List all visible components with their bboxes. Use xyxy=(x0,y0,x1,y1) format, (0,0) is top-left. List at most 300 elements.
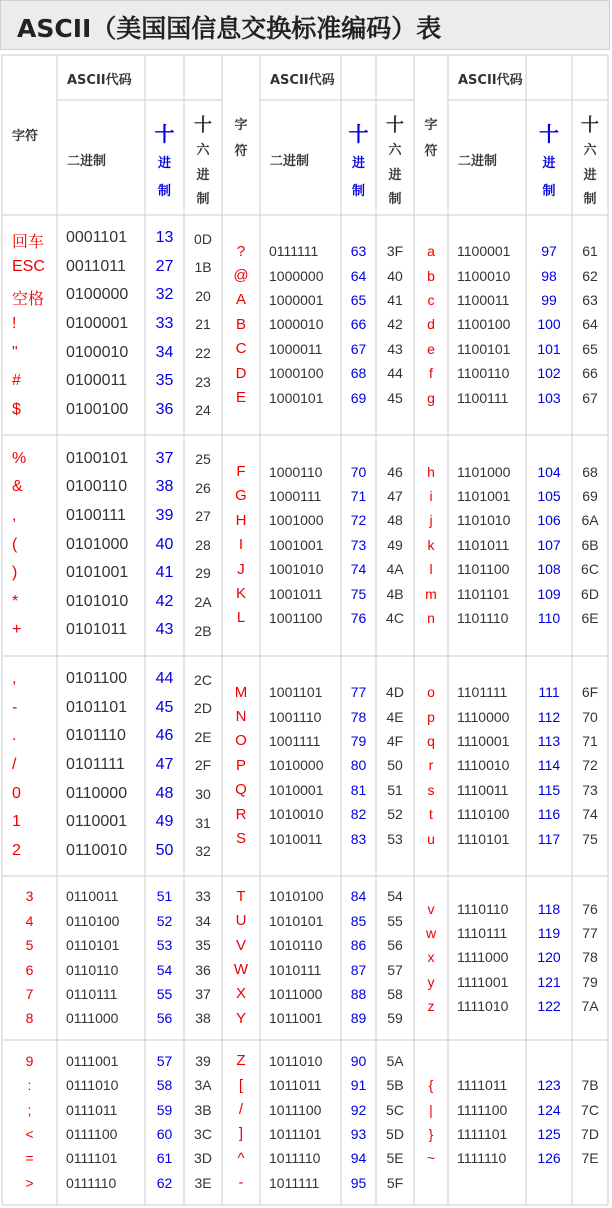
hex-cell: 47 xyxy=(387,488,403,505)
decimal-cell: 46 xyxy=(155,727,174,745)
hex-cell: 27 xyxy=(195,508,211,525)
hex-cell: 20 xyxy=(195,287,211,304)
decimal-cell: 114 xyxy=(537,757,561,774)
decimal-cell: 64 xyxy=(350,267,367,284)
char-cell: t xyxy=(429,806,433,823)
binary-cell: 0101100 xyxy=(66,670,128,688)
hex-cell: 6A xyxy=(581,512,599,529)
decimal-cell: 105 xyxy=(537,488,561,505)
char-cell: V xyxy=(235,936,246,954)
binary-cell: 0100000 xyxy=(66,286,129,304)
hex-cell: 3A xyxy=(194,1077,212,1094)
decimal-cell: 41 xyxy=(155,564,174,582)
binary-cell: 1101000 xyxy=(457,463,511,480)
hex-cell: 29 xyxy=(195,565,211,582)
header-ascii-code: ASCII代码 xyxy=(458,72,523,88)
binary-cell: 0111101 xyxy=(66,1150,118,1167)
hex-cell: 58 xyxy=(387,985,403,1002)
hex-cell: 5D xyxy=(386,1126,404,1143)
char-cell: b xyxy=(427,267,435,284)
binary-cell: 0110000 xyxy=(66,784,128,802)
decimal-cell: 78 xyxy=(350,708,367,725)
decimal-cell: 73 xyxy=(350,536,367,553)
binary-cell: 1111001 xyxy=(457,973,509,990)
binary-cell: 0111000 xyxy=(66,1010,119,1027)
decimal-cell: 126 xyxy=(537,1150,561,1167)
binary-cell: 1010011 xyxy=(269,830,323,847)
char-cell: ^ xyxy=(237,1149,245,1167)
binary-cell: 0101000 xyxy=(66,535,129,553)
hex-cell: 37 xyxy=(195,985,211,1002)
binary-cell: 0110110 xyxy=(66,961,119,978)
decimal-cell: 49 xyxy=(155,813,174,831)
char-cell: / xyxy=(238,1101,244,1118)
hex-cell: 1B xyxy=(194,259,212,276)
char-cell: D xyxy=(235,364,247,382)
char-cell: | xyxy=(429,1101,433,1118)
char-cell: 1 xyxy=(12,813,21,831)
decimal-cell: 38 xyxy=(155,478,174,496)
hex-cell: 62 xyxy=(582,267,598,284)
binary-cell: 1011011 xyxy=(269,1077,322,1094)
binary-cell: 1101001 xyxy=(457,488,511,505)
decimal-cell: 72 xyxy=(350,512,367,529)
char-cell: z xyxy=(427,998,435,1015)
char-cell: , xyxy=(12,670,17,688)
hex-cell: 4D xyxy=(386,684,404,701)
hex-cell: 77 xyxy=(582,924,598,941)
decimal-cell: 13 xyxy=(155,229,174,247)
decimal-cell: 89 xyxy=(350,1010,367,1027)
binary-cell: 1110110 xyxy=(457,900,509,917)
char-cell: s xyxy=(427,781,435,798)
hex-cell: 76 xyxy=(582,900,598,917)
char-cell: $ xyxy=(12,400,21,418)
char-cell: ) xyxy=(12,564,18,582)
decimal-cell: 124 xyxy=(537,1101,561,1118)
hex-cell: 36 xyxy=(195,961,211,978)
binary-cell: 1100011 xyxy=(457,291,510,308)
decimal-cell: 79 xyxy=(350,732,367,749)
hex-cell: 49 xyxy=(387,536,403,553)
decimal-cell: 82 xyxy=(350,806,367,823)
decimal-cell: 125 xyxy=(537,1126,561,1143)
hex-cell: 21 xyxy=(195,316,211,333)
decimal-cell: 112 xyxy=(537,708,561,725)
hex-cell: 23 xyxy=(195,373,211,390)
decimal-cell: 93 xyxy=(350,1126,367,1143)
char-cell: ( xyxy=(12,535,18,553)
header-char: 字符 xyxy=(12,128,39,144)
char-cell: i xyxy=(429,488,433,505)
hex-cell: 67 xyxy=(582,389,598,406)
header-char: 字 xyxy=(234,117,248,133)
binary-cell: 0100001 xyxy=(66,315,129,333)
binary-cell: 0101110 xyxy=(66,727,126,745)
decimal-cell: 34 xyxy=(155,343,174,361)
hex-cell: 7E xyxy=(581,1150,599,1167)
binary-cell: 1110101 xyxy=(457,830,510,847)
decimal-cell: 115 xyxy=(537,781,561,798)
decimal-cell: 37 xyxy=(155,449,174,467)
hex-cell: 24 xyxy=(195,402,211,419)
decimal-cell: 75 xyxy=(350,585,367,602)
hex-cell: 7B xyxy=(581,1077,599,1094)
binary-cell: 0111011 xyxy=(66,1101,118,1118)
decimal-cell: 71 xyxy=(350,488,367,505)
char-cell: P xyxy=(235,756,246,774)
hex-cell: 71 xyxy=(582,732,598,749)
hex-cell: 3F xyxy=(386,243,404,260)
binary-cell: 0110101 xyxy=(66,937,120,954)
char-cell: [ xyxy=(238,1076,244,1094)
binary-cell: 1000010 xyxy=(269,316,324,333)
decimal-cell: 123 xyxy=(537,1077,561,1094)
header-hex: 制 xyxy=(583,191,597,207)
char-cell: # xyxy=(12,372,21,390)
char-cell: n xyxy=(427,610,435,627)
header-hex: 六 xyxy=(196,142,210,158)
binary-cell: 1011010 xyxy=(269,1052,323,1069)
decimal-cell: 117 xyxy=(537,830,561,847)
binary-cell: 1000111 xyxy=(269,488,322,505)
header-hex: 进 xyxy=(196,167,210,183)
char-cell: , xyxy=(12,506,17,524)
char-cell: ! xyxy=(12,315,17,333)
char-cell: ~ xyxy=(426,1150,436,1167)
decimal-cell: 45 xyxy=(155,698,174,716)
char-cell: f xyxy=(429,365,433,382)
binary-cell: 1000101 xyxy=(269,389,324,406)
binary-cell: 1111110 xyxy=(457,1150,507,1167)
char-cell: M xyxy=(234,683,248,701)
header-decimal: 十 xyxy=(348,121,369,146)
hex-cell: 6E xyxy=(581,610,599,627)
binary-cell: 1100101 xyxy=(457,340,511,357)
header-binary: 二进制 xyxy=(270,153,310,169)
hex-cell: 66 xyxy=(582,365,598,382)
char-cell: l xyxy=(429,561,433,578)
decimal-cell: 111 xyxy=(538,684,560,701)
char-cell: j xyxy=(429,512,433,529)
hex-cell: 2D xyxy=(194,700,212,717)
char-cell: r xyxy=(428,757,434,774)
decimal-cell: 113 xyxy=(537,732,561,749)
header-ascii-code: ASCII代码 xyxy=(67,72,132,88)
char-cell: 8 xyxy=(25,1010,34,1027)
decimal-cell: 118 xyxy=(537,900,561,917)
binary-cell: 1110000 xyxy=(457,708,510,725)
char-cell: R xyxy=(235,805,247,823)
decimal-cell: 106 xyxy=(537,512,561,529)
char-cell: Y xyxy=(235,1009,246,1027)
char-cell: @ xyxy=(233,266,249,284)
hex-cell: 39 xyxy=(195,1052,211,1069)
char-cell: y xyxy=(427,973,435,990)
binary-cell: 0111100 xyxy=(66,1126,118,1143)
char-cell: c xyxy=(427,291,435,308)
char-cell: e xyxy=(427,340,435,357)
hex-cell: 2B xyxy=(194,622,212,639)
binary-cell: 1101101 xyxy=(457,585,510,602)
decimal-cell: 63 xyxy=(350,243,367,260)
header-hex: 十 xyxy=(386,114,404,136)
binary-cell: 1000000 xyxy=(269,267,324,284)
char-cell: x xyxy=(427,949,435,966)
hex-cell: 7A xyxy=(581,998,599,1015)
hex-cell: 3B xyxy=(194,1101,212,1118)
header-decimal: 进 xyxy=(157,155,171,171)
binary-cell: 1111100 xyxy=(457,1101,508,1118)
char-cell: Q xyxy=(235,781,247,799)
char-cell: 7 xyxy=(25,985,34,1002)
hex-cell: 33 xyxy=(195,888,211,905)
hex-cell: 45 xyxy=(387,389,403,406)
binary-cell: 1101010 xyxy=(457,512,511,529)
decimal-cell: 52 xyxy=(156,912,173,929)
char-cell: < xyxy=(25,1126,34,1143)
hex-cell: 70 xyxy=(582,708,598,725)
hex-cell: 63 xyxy=(582,291,598,308)
decimal-cell: 102 xyxy=(537,365,561,382)
char-cell: E xyxy=(235,388,246,406)
binary-cell: 1110111 xyxy=(457,924,508,941)
hex-cell: 46 xyxy=(387,463,403,480)
char-cell: J xyxy=(237,560,245,578)
hex-cell: 73 xyxy=(582,781,598,798)
decimal-cell: 54 xyxy=(156,961,173,978)
decimal-cell: 87 xyxy=(350,961,367,978)
binary-cell: 1011101 xyxy=(269,1126,322,1143)
hex-cell: 6B xyxy=(581,536,599,553)
binary-cell: 1001111 xyxy=(269,732,321,749)
header-hex: 进 xyxy=(388,167,402,183)
binary-cell: 1001000 xyxy=(269,512,324,529)
hex-cell: 5A xyxy=(386,1052,404,1069)
hex-cell: 64 xyxy=(582,316,598,333)
hex-cell: 54 xyxy=(387,888,403,905)
hex-cell: 74 xyxy=(582,806,598,823)
binary-cell: 1000011 xyxy=(269,340,323,357)
char-cell: 回车 xyxy=(12,234,45,252)
decimal-cell: 39 xyxy=(155,506,174,524)
header-decimal: 制 xyxy=(351,183,365,199)
decimal-cell: 100 xyxy=(537,316,561,333)
char-cell: ] xyxy=(238,1125,244,1143)
binary-cell: 0110111 xyxy=(66,985,118,1002)
header-decimal: 进 xyxy=(542,155,556,171)
binary-cell: 0111010 xyxy=(66,1077,119,1094)
header-hex: 制 xyxy=(196,191,210,207)
char-cell: N xyxy=(235,707,247,725)
hex-cell: 44 xyxy=(387,365,403,382)
binary-cell: 0100100 xyxy=(66,400,129,418)
page-title: ASCII（美国国信息交换标准编码）表 xyxy=(17,14,442,43)
hex-cell: 4E xyxy=(386,708,404,725)
header-decimal: 十 xyxy=(539,121,559,146)
binary-cell: 1101111 xyxy=(457,684,508,701)
header-binary: 二进制 xyxy=(67,153,107,169)
binary-cell: 1110010 xyxy=(457,757,510,774)
decimal-cell: 47 xyxy=(155,756,174,774)
header-hex: 进 xyxy=(583,167,597,183)
char-cell: " xyxy=(12,343,18,361)
hex-cell: 65 xyxy=(582,340,598,357)
decimal-cell: 68 xyxy=(350,365,367,382)
hex-cell: 25 xyxy=(195,451,211,468)
decimal-cell: 116 xyxy=(537,806,561,823)
char-cell: F xyxy=(236,463,246,480)
char-cell: B xyxy=(235,315,246,333)
hex-cell: 34 xyxy=(195,912,211,929)
hex-cell: 4A xyxy=(386,561,404,578)
binary-cell: 1011110 xyxy=(269,1150,321,1167)
decimal-cell: 36 xyxy=(155,400,174,418)
decimal-cell: 90 xyxy=(350,1052,367,1069)
binary-cell: 0111110 xyxy=(66,1174,117,1191)
hex-cell: 69 xyxy=(582,488,598,505)
hex-cell: 28 xyxy=(195,536,211,553)
binary-cell: 0111001 xyxy=(66,1052,119,1069)
binary-cell: 1001010 xyxy=(269,561,324,578)
decimal-cell: 101 xyxy=(537,340,561,357)
hex-cell: 6C xyxy=(581,561,599,578)
decimal-cell: 53 xyxy=(156,937,173,954)
binary-cell: 0111111 xyxy=(269,243,319,260)
decimal-cell: 88 xyxy=(350,985,367,1002)
hex-cell: 2A xyxy=(194,594,212,611)
hex-cell: 57 xyxy=(387,961,403,978)
binary-cell: 1000100 xyxy=(269,365,324,382)
char-cell: I xyxy=(238,536,244,554)
hex-cell: 6F xyxy=(581,684,599,701)
char-cell: > xyxy=(25,1174,34,1191)
binary-cell: 0100011 xyxy=(66,372,128,390)
binary-cell: 0100110 xyxy=(66,478,128,496)
decimal-cell: 122 xyxy=(537,998,561,1015)
header-decimal: 进 xyxy=(351,155,365,171)
binary-cell: 1101110 xyxy=(457,610,509,627)
char-cell: - xyxy=(238,1174,244,1192)
decimal-cell: 61 xyxy=(156,1150,173,1167)
hex-cell: 53 xyxy=(387,830,403,847)
decimal-cell: 57 xyxy=(156,1052,173,1069)
header-binary: 二进制 xyxy=(458,153,498,169)
hex-cell: 56 xyxy=(387,937,403,954)
char-cell: a xyxy=(427,243,435,260)
decimal-cell: 103 xyxy=(537,389,561,406)
char-cell: 6 xyxy=(25,961,34,978)
decimal-cell: 110 xyxy=(537,610,561,627)
hex-cell: 40 xyxy=(387,267,403,284)
binary-cell: 0100101 xyxy=(66,449,129,467)
decimal-cell: 48 xyxy=(155,784,174,802)
hex-cell: 78 xyxy=(582,949,598,966)
hex-cell: 7C xyxy=(581,1101,599,1118)
decimal-cell: 121 xyxy=(537,973,561,990)
char-cell: X xyxy=(235,985,246,1003)
binary-cell: 1011100 xyxy=(269,1101,322,1118)
decimal-cell: 70 xyxy=(350,463,367,480)
char-cell: 空格 xyxy=(12,291,45,309)
hex-cell: 72 xyxy=(582,757,598,774)
hex-cell: 31 xyxy=(195,814,211,831)
binary-cell: 1100100 xyxy=(457,316,511,333)
hex-cell: 68 xyxy=(582,463,598,480)
header-hex: 六 xyxy=(388,142,402,158)
decimal-cell: 59 xyxy=(156,1101,173,1118)
hex-cell: 2F xyxy=(194,757,212,774)
binary-cell: 1110001 xyxy=(457,732,510,749)
decimal-cell: 107 xyxy=(537,536,561,553)
char-cell: . xyxy=(12,727,17,745)
binary-cell: 1011001 xyxy=(269,1010,323,1027)
hex-cell: 51 xyxy=(387,781,403,798)
binary-cell: 1010101 xyxy=(269,912,324,929)
char-cell: K xyxy=(235,585,246,602)
decimal-cell: 65 xyxy=(350,291,367,308)
char-cell: v xyxy=(427,900,435,917)
decimal-cell: 51 xyxy=(156,888,173,905)
hex-cell: 52 xyxy=(387,806,403,823)
char-cell: ; xyxy=(27,1101,32,1118)
decimal-cell: 109 xyxy=(537,585,561,602)
header-char: 字 xyxy=(424,117,438,133)
binary-cell: 0100010 xyxy=(66,343,129,361)
decimal-cell: 66 xyxy=(350,316,367,333)
char-cell: 9 xyxy=(25,1052,34,1069)
decimal-cell: 120 xyxy=(537,949,561,966)
char-cell: q xyxy=(427,732,435,749)
hex-cell: 30 xyxy=(195,785,211,802)
char-cell: g xyxy=(427,389,435,406)
decimal-cell: 84 xyxy=(350,888,367,905)
binary-cell: 0110011 xyxy=(66,888,119,905)
binary-cell: 1010001 xyxy=(269,781,324,798)
header-hex: 十 xyxy=(194,114,212,136)
char-cell: A xyxy=(235,291,246,309)
hex-cell: 50 xyxy=(387,757,403,774)
decimal-cell: 35 xyxy=(155,372,174,390)
hex-cell: 41 xyxy=(387,291,403,308)
char-cell: 2 xyxy=(12,841,21,859)
header-char: 符 xyxy=(234,143,248,159)
hex-cell: 32 xyxy=(195,843,211,860)
hex-cell: 0D xyxy=(194,230,212,247)
binary-cell: 1101100 xyxy=(457,561,510,578)
char-cell: u xyxy=(427,830,435,847)
binary-cell: 1111101 xyxy=(457,1126,508,1143)
decimal-cell: 42 xyxy=(155,592,174,610)
hex-cell: 4C xyxy=(386,610,404,627)
binary-cell: 0110001 xyxy=(66,813,128,831)
binary-cell: 1001110 xyxy=(269,708,322,725)
decimal-cell: 58 xyxy=(156,1077,173,1094)
char-cell: 3 xyxy=(25,888,34,905)
hex-cell: 3D xyxy=(194,1150,212,1167)
hex-cell: 2E xyxy=(194,728,212,745)
header-decimal: 制 xyxy=(157,183,171,199)
binary-cell: 0001101 xyxy=(66,229,128,247)
hex-cell: 26 xyxy=(195,479,211,496)
decimal-cell: 74 xyxy=(350,561,367,578)
binary-cell: 1011111 xyxy=(269,1174,320,1191)
binary-cell: 1001101 xyxy=(269,684,323,701)
binary-cell: 1010010 xyxy=(269,806,324,823)
char-cell: w xyxy=(425,924,437,941)
hex-cell: 5C xyxy=(386,1101,404,1118)
decimal-cell: 43 xyxy=(155,621,174,639)
